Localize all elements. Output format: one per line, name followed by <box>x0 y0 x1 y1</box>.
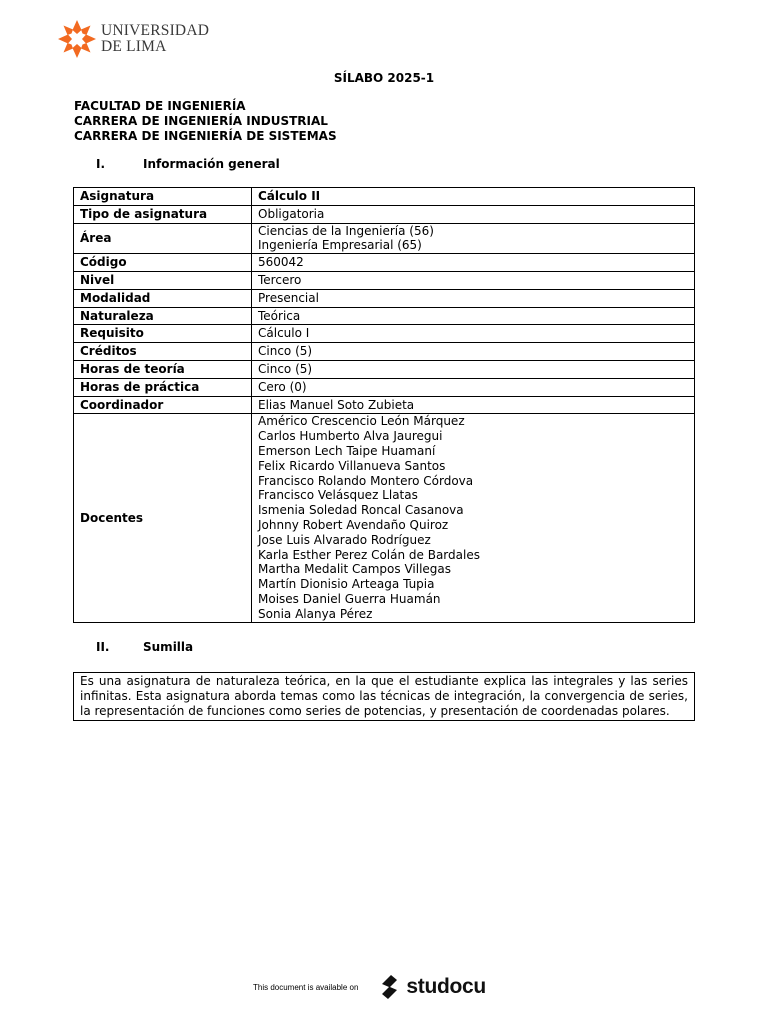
area-value-1: Ciencias de la Ingeniería (56) <box>258 223 434 238</box>
table-row <box>74 378 695 396</box>
table-row <box>74 205 695 223</box>
row-label: Horas de práctica <box>74 378 252 396</box>
docente-item: Moises Daniel Guerra Huamán <box>258 591 441 606</box>
table-row <box>74 307 695 325</box>
section-number: II. <box>96 640 110 654</box>
sumilla-box: Es una asignatura de naturaleza teórica, en la que el estudiante explica las integrales y las series infinitas. Esta asignatura aborda temas como las técnicas de integración, la convergencia de series, la representación de funciones como series de potencias, y presentación de coordenadas polares. <box>73 672 695 721</box>
table-row <box>74 414 695 622</box>
row-label: Horas de teoría <box>74 360 252 378</box>
docentes-list <box>252 414 695 622</box>
section-number: I. <box>96 157 106 171</box>
table-row <box>74 289 695 307</box>
row-label: Requisito <box>74 325 252 343</box>
row-label: Código <box>74 254 252 272</box>
docente-item: Martín Dionisio Arteaga Tupia <box>258 577 435 592</box>
area-value-2: Ingeniería Empresarial (65) <box>258 238 422 253</box>
studocu-brand: studocu <box>406 975 486 998</box>
row-value: Teórica <box>252 307 695 325</box>
docente-item: Felix Ricardo Villanueva Santos <box>258 458 446 473</box>
section-heading-sumilla <box>96 640 193 654</box>
row-label: Nivel <box>74 271 252 289</box>
table-row <box>74 254 695 272</box>
logo-line-2: DE LIMA <box>101 38 167 55</box>
docente-item: Martha Medalit Campos Villegas <box>258 562 452 577</box>
section-title: Información general <box>143 157 280 171</box>
docente-item: Karla Esther Perez Colán de Bardales <box>258 547 480 562</box>
docente-item: Carlos Humberto Alva Jauregui <box>258 429 443 444</box>
availability-text: This document is available on <box>253 982 359 992</box>
docente-item: Américo Crescencio León Márquez <box>258 414 465 429</box>
docente-item: Johnny Robert Avendaño Quiroz <box>258 517 449 532</box>
section-title: Sumilla <box>143 640 194 654</box>
docente-item: Francisco Velásquez Llatas <box>258 488 418 503</box>
career-line-industrial: CARRERA DE INGENIERÍA INDUSTRIAL <box>74 114 328 128</box>
table-row <box>74 188 695 206</box>
table-row <box>74 343 695 361</box>
row-value: Elias Manuel Soto Zubieta <box>252 396 695 414</box>
document-title: SÍLABO 2025-1 <box>333 71 435 85</box>
section-heading-general <box>96 157 280 171</box>
row-value: Cálculo I <box>252 325 695 343</box>
table-row <box>74 271 695 289</box>
university-logo <box>57 19 209 59</box>
row-value: Cero (0) <box>252 378 695 396</box>
docente-item: Ismenia Soledad Roncal Casanova <box>258 503 464 518</box>
row-label: Naturaleza <box>74 307 252 325</box>
faculty-heading <box>74 99 337 144</box>
row-label: Área <box>74 223 252 254</box>
row-label: Docentes <box>74 414 252 622</box>
row-value: 560042 <box>252 254 695 272</box>
studocu-footer[interactable] <box>253 972 486 1002</box>
row-label: Asignatura <box>74 188 252 206</box>
row-value: Tercero <box>252 271 695 289</box>
general-info-table <box>73 187 695 623</box>
faculty-line: FACULTAD DE INGENIERÍA <box>74 99 246 113</box>
row-value <box>252 223 695 254</box>
row-value: Cinco (5) <box>252 360 695 378</box>
docente-item: Jose Luis Alvarado Rodríguez <box>258 532 431 547</box>
row-label: Tipo de asignatura <box>74 205 252 223</box>
row-label: Modalidad <box>74 289 252 307</box>
table-row <box>74 325 695 343</box>
table-row <box>74 396 695 414</box>
row-value: Cálculo II <box>252 188 695 206</box>
table-row <box>74 223 695 254</box>
logo-line-1: UNIVERSIDAD <box>101 22 210 39</box>
row-label: Créditos <box>74 343 252 361</box>
docente-item: Sonia Alanya Pérez <box>258 606 373 621</box>
row-value: Presencial <box>252 289 695 307</box>
docente-item: Emerson Lech Taipe Huamaní <box>258 443 436 458</box>
docente-item: Francisco Rolando Montero Córdova <box>258 473 474 488</box>
row-label: Coordinador <box>74 396 252 414</box>
career-line-sistemas: CARRERA DE INGENIERÍA DE SISTEMAS <box>74 129 337 143</box>
studocu-logo-icon <box>374 972 404 1002</box>
row-value: Obligatoria <box>252 205 695 223</box>
table-row <box>74 360 695 378</box>
row-value: Cinco (5) <box>252 343 695 361</box>
university-emblem-icon <box>57 19 97 59</box>
